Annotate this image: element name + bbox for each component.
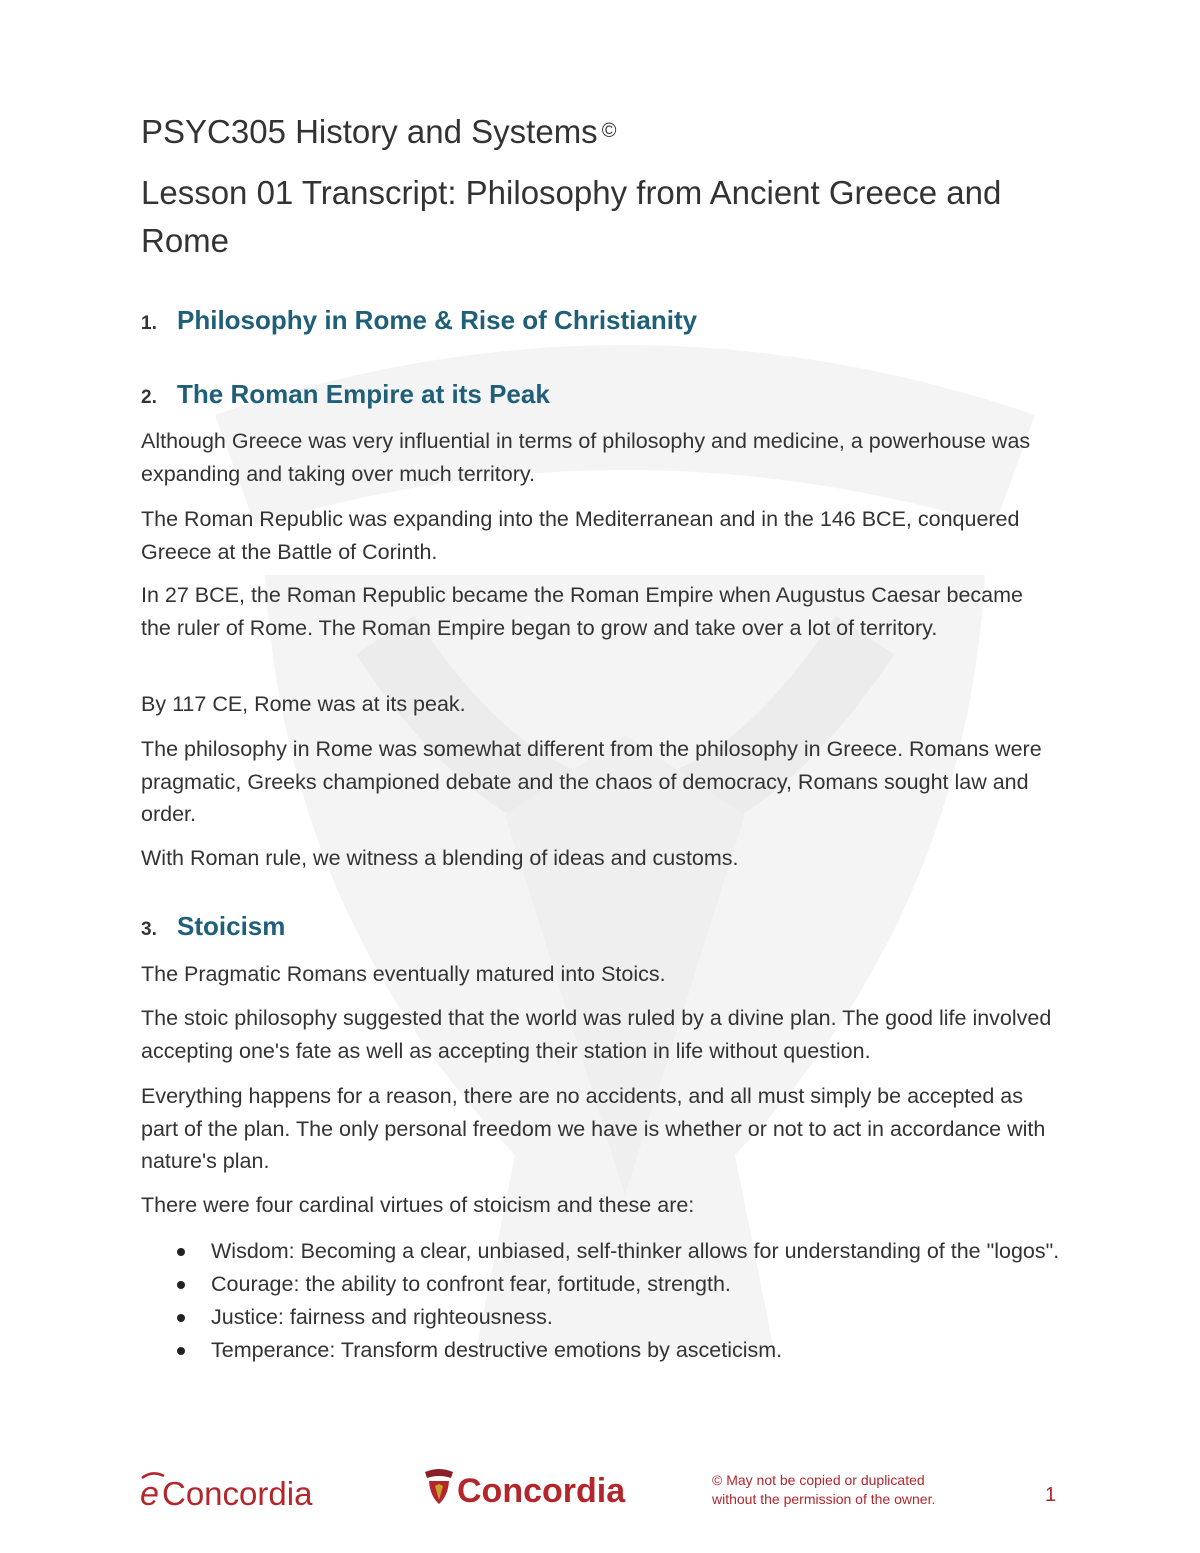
virtues-list [141, 1235, 1061, 1367]
paragraph: The Pragmatic Romans eventually matured into Stoics. [141, 962, 666, 986]
document-title: PSYC305 History and Systems © [141, 113, 617, 150]
paragraph: There were four cardinal virtues of stoicism and these are: [141, 1193, 695, 1217]
paragraph: Everything happens for a reason, there are no accidents, and all must simply be accepted as part of the plan. The only personal freedom we have is whether or not to act in accordance with nature's plan. [141, 1084, 1046, 1173]
paragraph: The stoic philosophy suggested that the world was ruled by a divine plan. The good life involved accepting one's fate as well as accepting their station in life without question. [141, 1006, 1052, 1063]
section-number: 2. [141, 387, 157, 408]
copyright-symbol: © [601, 120, 617, 142]
section-title: The Roman Empire at its Peak [177, 379, 550, 409]
list-item: Courage: the ability to confront fear, fortitude, strength. [141, 1268, 1061, 1301]
section-number: 3. [141, 919, 157, 940]
section-title: Stoicism [177, 911, 286, 941]
svg-text:e: e [140, 1475, 159, 1513]
bullet-icon [177, 1248, 185, 1256]
paragraph: By 117 CE, Rome was at its peak. [141, 692, 466, 716]
paragraph: The philosophy in Rome was somewhat different from the philosophy in Greece. Romans were pragmatic, Greeks championed debate and the chaos of democracy, Romans sought law and order. [141, 737, 1042, 826]
concordia-logo [423, 1466, 663, 1512]
paragraph: With Roman rule, we witness a blending of ideas and customs. [141, 846, 739, 870]
section-heading-2 [141, 379, 550, 410]
page-footer [0, 1462, 1200, 1522]
svg-text:Concordia: Concordia [162, 1475, 313, 1512]
bullet-icon [177, 1314, 185, 1322]
bullet-icon [177, 1347, 185, 1355]
list-item: Temperance: Transform destructive emotions by asceticism. [141, 1334, 1061, 1367]
page-number: 1 [1045, 1484, 1057, 1506]
copyright-notice: © May not be copied or duplicated without the permission of the owner. [712, 1472, 936, 1507]
list-item: Justice: fairness and righteousness. [141, 1301, 1061, 1334]
section-heading-3 [141, 911, 285, 942]
section-heading-1 [141, 305, 697, 336]
paragraph: In 27 BCE, the Roman Republic became the Roman Empire when Augustus Caesar became the ruler of Rome. The Roman Empire began to grow and take over a lot of territory. [141, 583, 1023, 640]
section-number: 1. [141, 313, 157, 334]
bullet-icon [177, 1281, 185, 1289]
section-title: Philosophy in Rome & Rise of Christianity [177, 305, 698, 335]
svg-text:Concordia: Concordia [457, 1472, 626, 1510]
econcordia-logo [138, 1468, 378, 1514]
document-subtitle: Lesson 01 Transcript: Philosophy from Ancient Greece and Rome [141, 174, 1002, 259]
paragraph: The Roman Republic was expanding into the Mediterranean and in the 146 BCE, conquered Greece at the Battle of Corinth. [141, 507, 1020, 564]
paragraph: Although Greece was very influential in terms of philosophy and medicine, a powerhouse was expanding and taking over much territory. [141, 429, 1031, 486]
list-item: Wisdom: Becoming a clear, unbiased, self-thinker allows for understanding of the "logos". [141, 1235, 1061, 1268]
